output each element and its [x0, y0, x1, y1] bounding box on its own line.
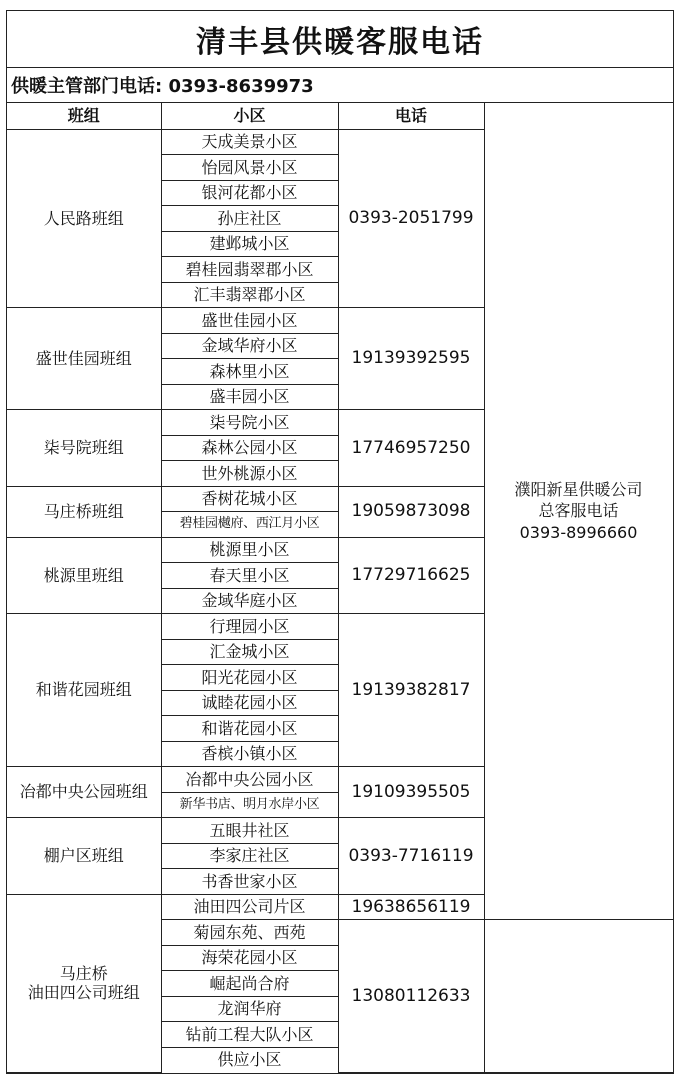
- community-name: 和谐花园小区: [161, 716, 338, 742]
- community-name: 香树花城小区: [161, 486, 338, 512]
- team-phone: 0393-7716119: [338, 818, 484, 895]
- community-name: 盛世佳园小区: [161, 308, 338, 334]
- community-name: 碧桂园翡翠郡小区: [161, 257, 338, 283]
- community-name: 柒号院小区: [161, 410, 338, 436]
- team-name: 和谐花园班组: [7, 614, 161, 767]
- team-name-line2: 油田四公司班组: [27, 983, 140, 1003]
- team-name: 马庄桥班组: [7, 486, 161, 537]
- company-hotline-label: 总客服电话: [538, 501, 619, 521]
- team-name: 冶都中央公园班组: [7, 767, 161, 818]
- community-name: 天成美景小区: [161, 129, 338, 155]
- community-name: 海荣花园小区: [161, 945, 338, 971]
- community-name: 香槟小镇小区: [161, 741, 338, 767]
- community-name: 碧桂园樾府、西江月小区: [161, 512, 338, 538]
- community-name: 油田四公司片区: [161, 894, 338, 920]
- community-name: 汇丰翡翠郡小区: [161, 282, 338, 308]
- company-hotline-number: 0393-8996660: [519, 522, 638, 542]
- community-name: 森林里小区: [161, 359, 338, 385]
- team-phone: 19109395505: [338, 767, 484, 818]
- community-name: 五眼井社区: [161, 818, 338, 844]
- team-name: 棚户区班组: [7, 818, 161, 895]
- community-name: 龙润华府: [161, 996, 338, 1022]
- team-phone: 19059873098: [338, 486, 484, 537]
- header-row: [7, 103, 673, 129]
- community-name: 汇金城小区: [161, 639, 338, 665]
- community-name: 春天里小区: [161, 563, 338, 589]
- community-name: 李家庄社区: [161, 843, 338, 869]
- header-community: 小区: [161, 103, 338, 129]
- community-name: 怡园风景小区: [161, 155, 338, 181]
- community-name: 阳光花园小区: [161, 665, 338, 691]
- header-team: 班组: [7, 103, 161, 129]
- community-name: 盛丰园小区: [161, 384, 338, 410]
- community-name: 森林公园小区: [161, 435, 338, 461]
- community-name: 钻前工程大队小区: [161, 1022, 338, 1048]
- company-name: 濮阳新星供暖公司: [514, 479, 643, 499]
- team-name: 桃源里班组: [7, 537, 161, 614]
- community-name: 崛起尚合府: [161, 971, 338, 997]
- team-name: 柒号院班组: [7, 410, 161, 487]
- community-name: 金域华府小区: [161, 333, 338, 359]
- team-phone: 0393-2051799: [338, 129, 484, 308]
- header-phone: 电话: [338, 103, 484, 129]
- team-phone: 19139392595: [338, 308, 484, 410]
- team-phone: 17746957250: [338, 410, 484, 487]
- phone-directory-sheet: [6, 10, 674, 1074]
- community-name: 金域华庭小区: [161, 588, 338, 614]
- community-name: 菊园东苑、西苑: [161, 920, 338, 946]
- community-name: 新华书店、明月水岸小区: [161, 792, 338, 818]
- community-name: 桃源里小区: [161, 537, 338, 563]
- community-name: 行理园小区: [161, 614, 338, 640]
- company-hotline: [484, 103, 673, 920]
- team-name: 人民路班组: [7, 129, 161, 308]
- directory-table: [7, 103, 673, 1073]
- team-name: [7, 894, 161, 1073]
- team-phone: 17729716625: [338, 537, 484, 614]
- community-name: 冶都中央公园小区: [161, 767, 338, 793]
- community-name: 孙庄社区: [161, 206, 338, 232]
- team-phone-first: 19638656119: [338, 894, 484, 920]
- community-name: 书香世家小区: [161, 869, 338, 895]
- community-name: 世外桃源小区: [161, 461, 338, 487]
- page-title: 清丰县供暖客服电话: [7, 11, 673, 68]
- team-phone: 13080112633: [338, 920, 484, 1073]
- community-name: 供应小区: [161, 1047, 338, 1073]
- team-phone: 19139382817: [338, 614, 484, 767]
- team-name-line1: 马庄桥: [59, 964, 108, 984]
- dept-phone-line: 供暖主管部门电话: 0393-8639973: [7, 68, 673, 103]
- community-name: 诚睦花园小区: [161, 690, 338, 716]
- community-name: 建邺城小区: [161, 231, 338, 257]
- team-name: 盛世佳园班组: [7, 308, 161, 410]
- company-cell-tail-rest: [484, 920, 673, 1073]
- community-name: 银河花都小区: [161, 180, 338, 206]
